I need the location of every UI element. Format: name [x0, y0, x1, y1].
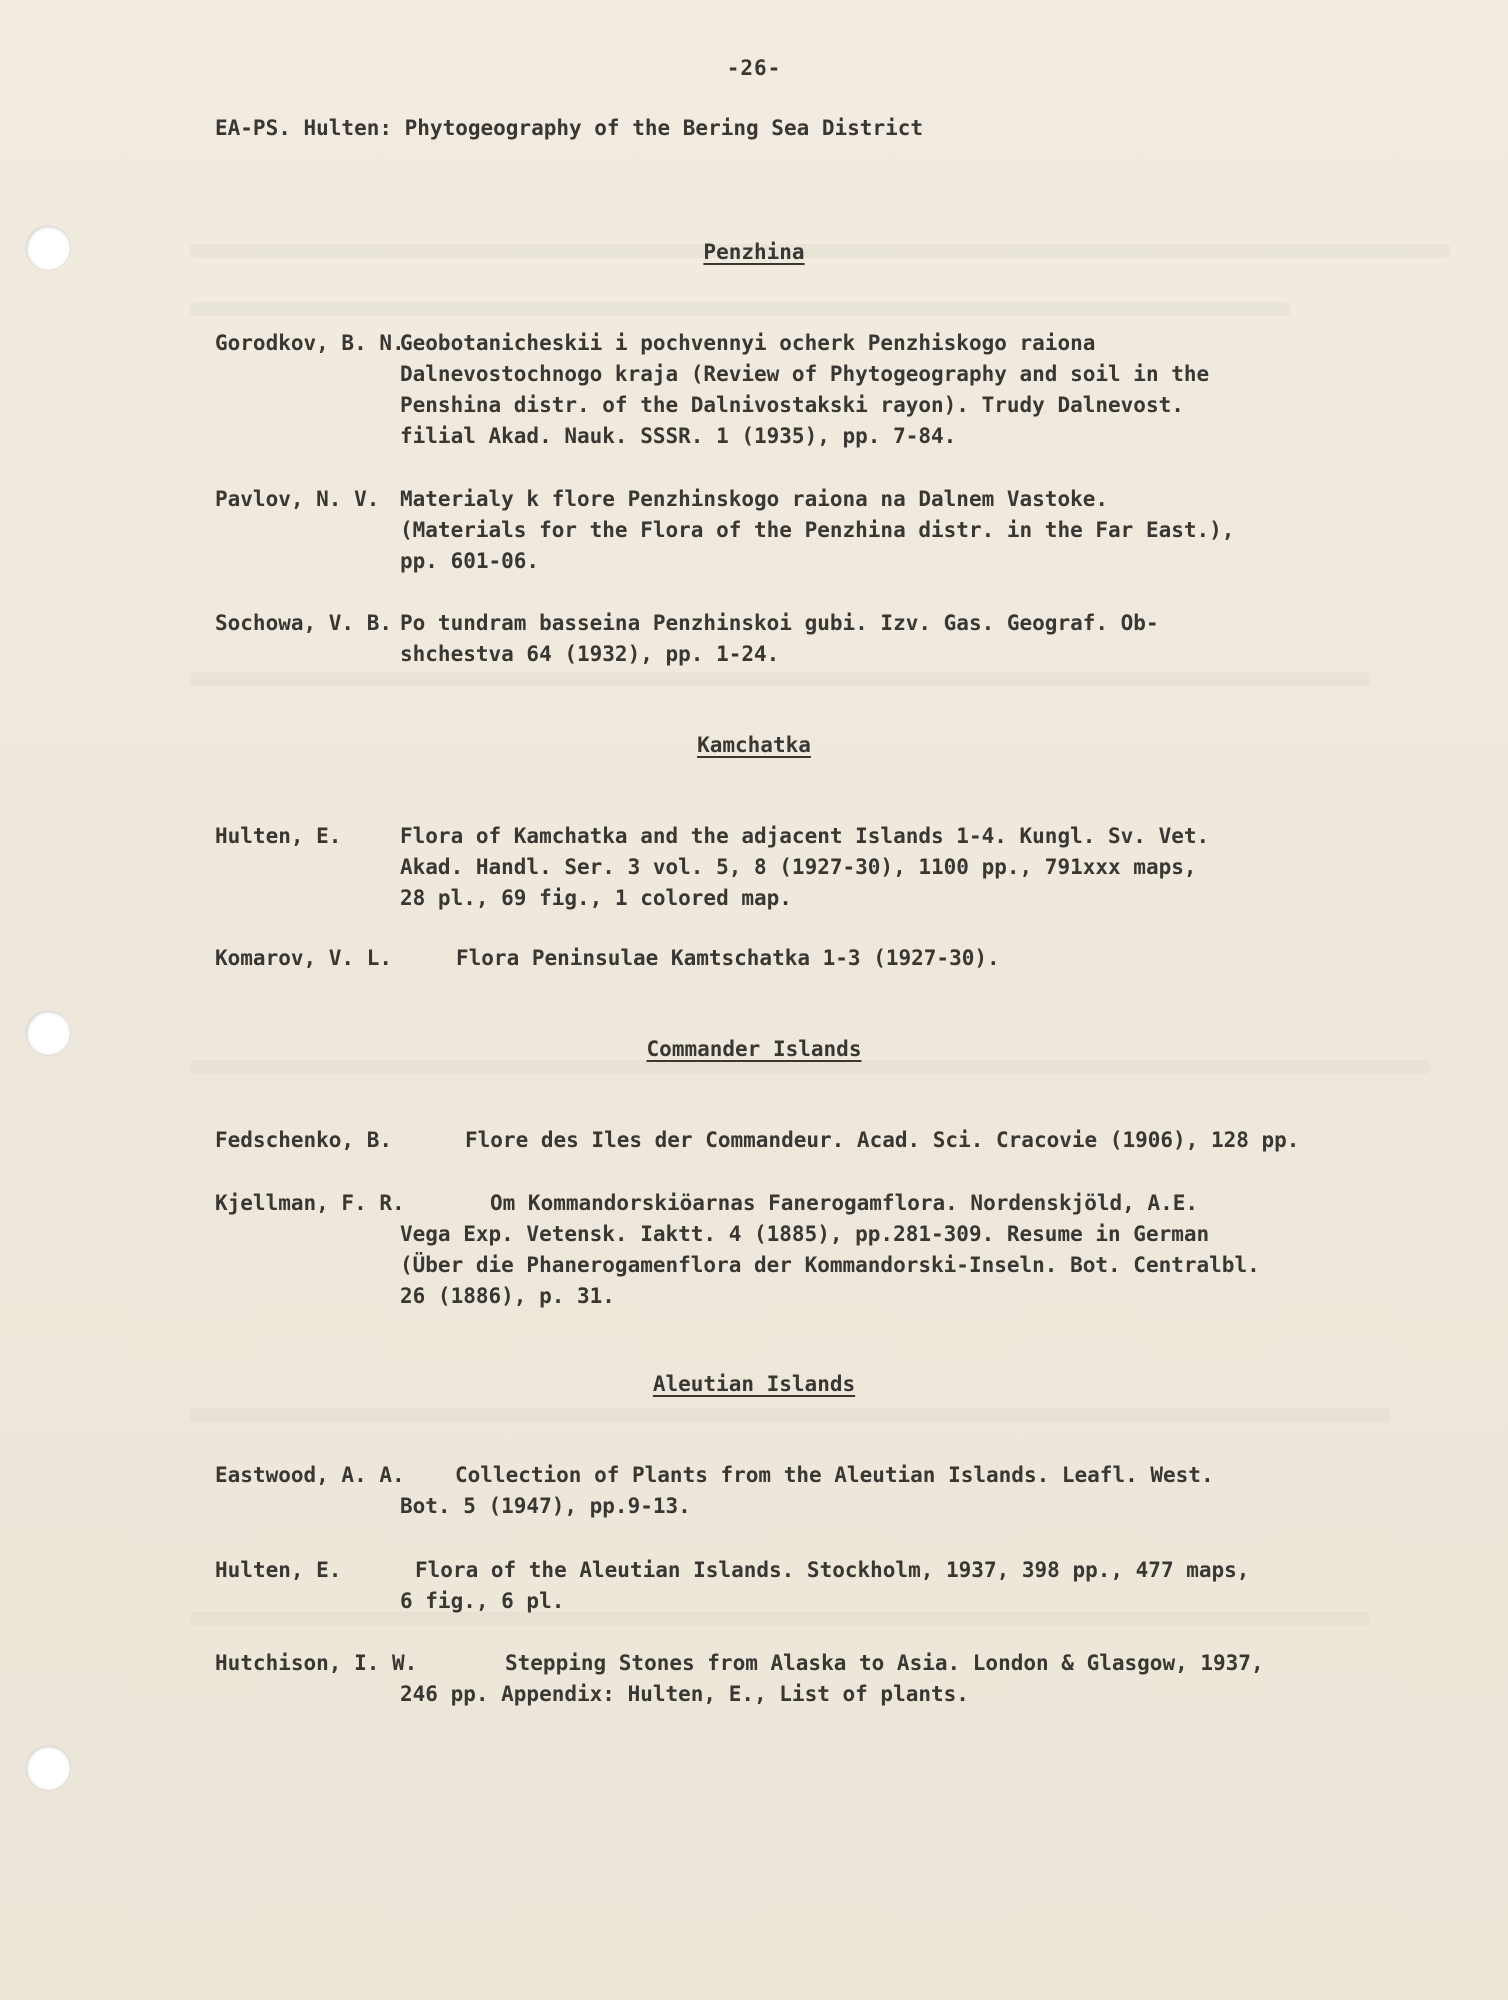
entry-line: Bot. 5 (1947), pp.9-13.: [400, 1494, 691, 1518]
entry-author: Pavlov, N. V.: [215, 487, 380, 511]
section-heading-penzhina: Penzhina: [703, 240, 805, 264]
entry-line: Penshina distr. of the Dalnivostakski rayon). Trudy Dalnevost.: [400, 393, 1184, 417]
entry-author: Eastwood, A. A.: [215, 1463, 405, 1487]
entry-line: Materialy k flore Penzhinskogo raiona na Dalnem Vastoke.: [400, 487, 1109, 511]
entry-line: shchestva 64 (1932), pp. 1-24.: [400, 642, 780, 666]
bibliography-entry: [215, 328, 1508, 452]
page-number: -26-: [726, 56, 782, 80]
entry-author: Hutchison, I. W.: [215, 1651, 418, 1675]
entry-line: Flora of the Aleutian Islands. Stockholm, 1937, 398 pp., 477 maps,: [415, 1558, 1250, 1582]
entry-author: Fedschenko, B.: [215, 1128, 393, 1152]
entry-author: Kjellman, F. R.: [215, 1191, 405, 1215]
show-through-mark: [190, 672, 1370, 686]
show-through-mark: [190, 1408, 1390, 1422]
entry-line: 246 pp. Appendix: Hulten, E., List of plants.: [400, 1682, 969, 1706]
show-through-mark: [190, 302, 1290, 316]
bibliography-entry: [215, 1125, 1508, 1156]
entry-line: Vega Exp. Vetensk. Iaktt. 4 (1885), pp.281-309. Resume in German: [400, 1222, 1210, 1246]
entry-line: Dalnevostochnogo kraja (Review of Phytogeography and soil in the: [400, 362, 1210, 386]
bibliography-entry: [215, 1555, 1508, 1617]
entry-author: Hulten, E.: [215, 1558, 342, 1582]
entry-line: Flora of Kamchatka and the adjacent Islands 1-4. Kungl. Sv. Vet.: [400, 824, 1210, 848]
entry-author: Komarov, V. L.: [215, 946, 393, 970]
running-head: EA-PS. Hulten: Phytogeography of the Bering Sea District: [215, 116, 924, 140]
entry-line: pp. 601-06.: [400, 549, 540, 573]
entry-line: Stepping Stones from Alaska to Asia. London & Glasgow, 1937,: [505, 1651, 1264, 1675]
entry-line: Po tundram basseina Penzhinskoi gubi. Izv. Gas. Geograf. Ob-: [400, 611, 1159, 635]
entry-line: 28 pl., 69 fig., 1 colored map.: [400, 886, 792, 910]
section-heading-aleutian-islands: Aleutian Islands: [652, 1372, 856, 1396]
entry-line: (Materials for the Flora of the Penzhina distr. in the Far East.),: [400, 518, 1235, 542]
entry-line: Flore des Iles der Commandeur. Acad. Sci. Cracovie (1906), 128 pp.: [465, 1128, 1300, 1152]
bibliography-entry: [215, 1188, 1508, 1312]
entry-line: Collection of Plants from the Aleutian Islands. Leafl. West.: [455, 1463, 1214, 1487]
section-heading-commander-islands: Commander Islands: [646, 1037, 862, 1061]
bibliography-entry: [215, 943, 1508, 974]
show-through-mark: [190, 1060, 1430, 1074]
section-heading-kamchatka: Kamchatka: [697, 733, 811, 757]
entry-line: Om Kommandorskiöarnas Fanerogamflora. Nordenskjöld, A.E.: [490, 1191, 1199, 1215]
entry-line: Akad. Handl. Ser. 3 vol. 5, 8 (1927-30), 1100 pp., 791xxx maps,: [400, 855, 1197, 879]
bibliography-entry: [215, 1460, 1508, 1522]
bibliography-entry: [215, 1648, 1508, 1710]
bibliography-entry: [215, 608, 1508, 670]
entry-line: Geobotanicheskii i pochvennyi ocherk Penzhiskogo raiona: [400, 331, 1096, 355]
entry-line: filial Akad. Nauk. SSSR. 1 (1935), pp. 7-84.: [400, 424, 957, 448]
bibliography-entry: [215, 484, 1508, 577]
entry-line: (Über die Phanerogamenflora der Kommandorski-Inseln. Bot. Centralbl.: [400, 1253, 1260, 1277]
bibliography-entry: [215, 821, 1508, 914]
entry-author: Sochowa, V. B.: [215, 611, 393, 635]
entry-line: 6 fig., 6 pl.: [400, 1589, 565, 1613]
entry-author: Gorodkov, B. N.: [215, 331, 405, 355]
entry-author: Hulten, E.: [215, 824, 342, 848]
entry-line: Flora Peninsulae Kamtschatka 1-3 (1927-30).: [456, 946, 1000, 970]
entry-line: 26 (1886), p. 31.: [400, 1284, 615, 1308]
binder-hole-bottom: [26, 1746, 70, 1790]
